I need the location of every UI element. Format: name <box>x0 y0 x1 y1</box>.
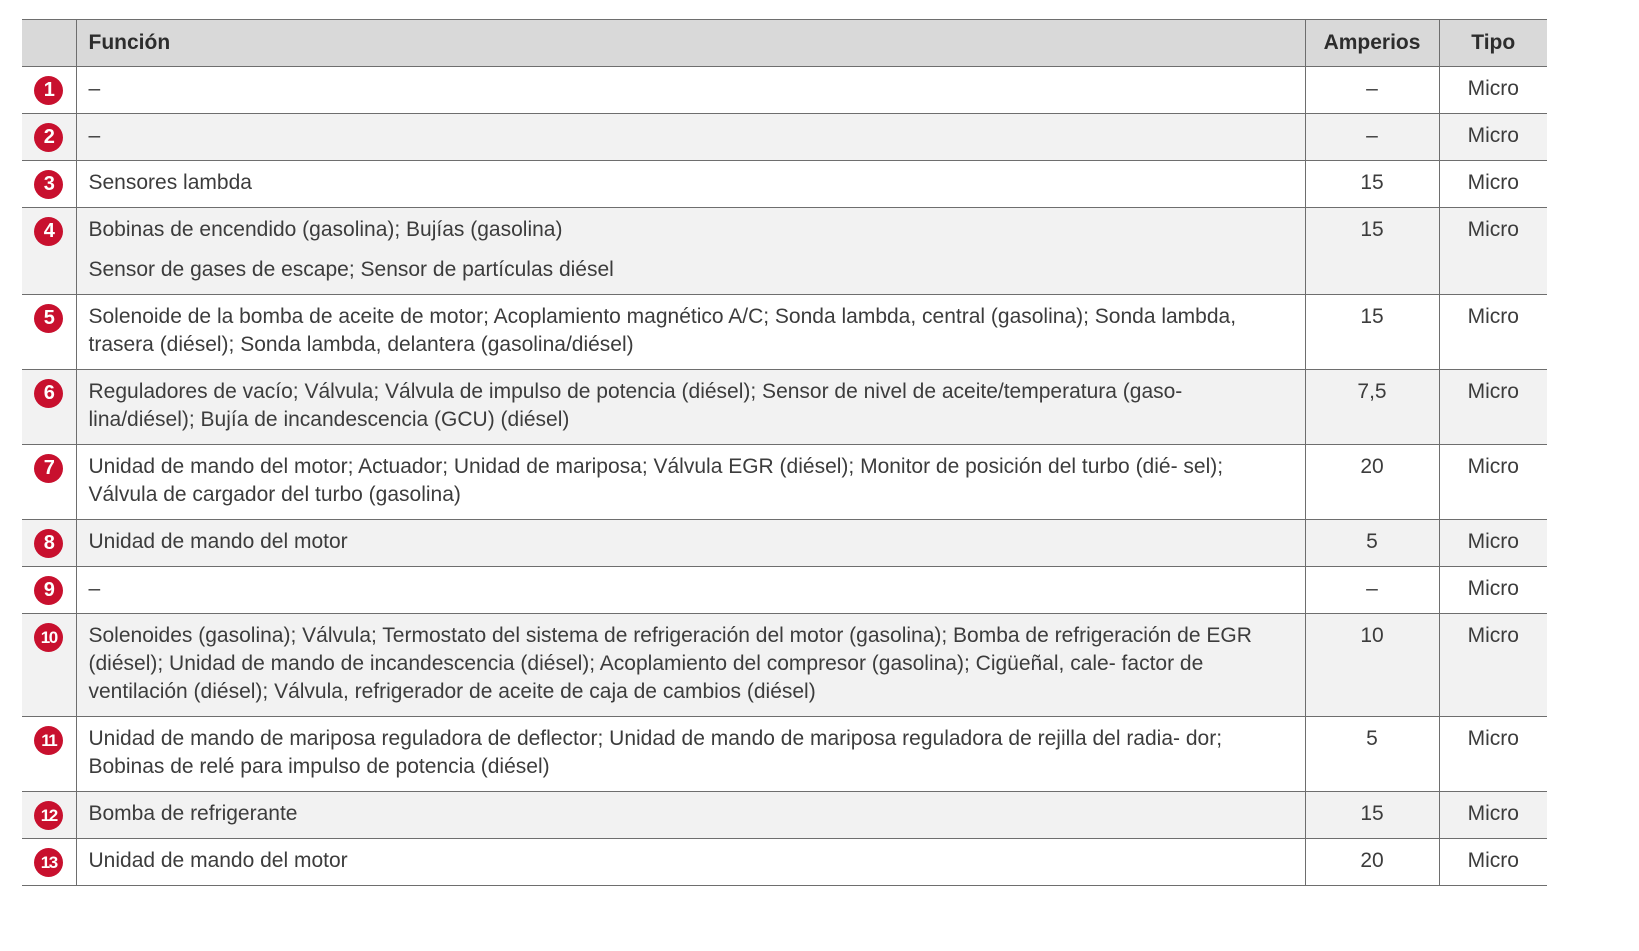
amperes-cell: – <box>1305 567 1439 614</box>
type-cell: Micro <box>1467 455 1519 478</box>
function-cell <box>76 520 1305 567</box>
fuse-number-cell <box>22 520 76 567</box>
amperes-cell: 15 <box>1305 208 1439 295</box>
type-cell: Micro <box>1467 530 1519 553</box>
fuse-number-cell <box>22 445 76 520</box>
type-cell: Micro <box>1467 727 1519 750</box>
function-text: – <box>88 124 101 147</box>
fuse-number-cell <box>22 717 76 792</box>
table-row <box>22 717 1547 792</box>
fuse-number-cell <box>22 614 76 717</box>
amperes-cell: 10 <box>1305 614 1439 717</box>
function-cell <box>76 792 1305 839</box>
header-function: Función <box>76 20 1305 67</box>
fuse-number-badge: 2 <box>34 123 63 152</box>
function-cell <box>76 839 1305 886</box>
fuse-number-cell <box>22 370 76 445</box>
table-body <box>22 67 1547 886</box>
table-row <box>22 114 1547 161</box>
function-cell <box>76 161 1305 208</box>
function-text: Sensor de gases de escape; Sensor de partículas diésel <box>88 258 614 281</box>
function-cell <box>76 114 1305 161</box>
function-text: Unidad de mando de mariposa reguladora de deflector; Unidad de mando de mariposa reguladora de rejilla del radia- dor; Bobinas de relé para impulso de potencia (diésel) <box>88 727 1223 778</box>
fuse-number-badge: 1 <box>34 76 63 105</box>
table-row <box>22 161 1547 208</box>
table-header <box>22 20 1547 67</box>
function-text: Solenoide de la bomba de aceite de motor; Acoplamiento magnético A/C; Sonda lambda, central (gasolina); Sonda lambda, trasera (diésel); Sonda lambda, delantera (gasolina/diésel) <box>88 305 1237 356</box>
function-cell <box>76 208 1305 295</box>
type-cell: Micro <box>1467 77 1519 100</box>
type-cell: Micro <box>1467 624 1519 647</box>
table-row <box>22 614 1547 717</box>
fuse-number-cell <box>22 67 76 114</box>
fuse-number-badge: 13 <box>34 848 63 877</box>
function-text: – <box>88 577 101 600</box>
fuse-number-cell <box>22 295 76 370</box>
amperes-cell: 5 <box>1305 520 1439 567</box>
type-cell: Micro <box>1467 802 1519 825</box>
fuse-number-cell <box>22 161 76 208</box>
header-row <box>22 20 1547 67</box>
fuse-number-badge: 9 <box>34 576 63 605</box>
fuse-number-badge: 10 <box>34 623 63 652</box>
table-row <box>22 208 1547 295</box>
function-cell <box>76 370 1305 445</box>
function-cell <box>76 445 1305 520</box>
function-text: Sensores lambda <box>88 171 252 194</box>
table-row <box>22 520 1547 567</box>
table-row <box>22 792 1547 839</box>
function-cell <box>76 67 1305 114</box>
table-row <box>22 567 1547 614</box>
function-cell <box>76 295 1305 370</box>
function-text: Bobinas de encendido (gasolina); Bujías (gasolina) <box>88 218 563 241</box>
type-cell: Micro <box>1467 218 1519 241</box>
table-row <box>22 839 1547 886</box>
table-row <box>22 445 1547 520</box>
fuse-number-cell <box>22 114 76 161</box>
fuse-number-badge: 12 <box>34 801 63 830</box>
amperes-cell: 15 <box>1305 161 1439 208</box>
fuse-number-badge: 8 <box>34 529 63 558</box>
type-cell: Micro <box>1467 577 1519 600</box>
type-cell: Micro <box>1467 380 1519 403</box>
type-cell: Micro <box>1467 124 1519 147</box>
table-row <box>22 295 1547 370</box>
table-row <box>22 67 1547 114</box>
function-text: Unidad de mando del motor <box>88 849 348 872</box>
amperes-cell: 20 <box>1305 839 1439 886</box>
function-text: Solenoides (gasolina); Válvula; Termostato del sistema de refrigeración del motor (gasolina); Bomba de refrigeración de EGR (diésel); Unidad de mando de incandescencia (diésel); Acoplamiento del compresor (gasolina); Cigüeñal, cale- factor de ventilación (diésel); Válvula, refrigerador de aceite de caja de cambios (diésel) <box>88 624 1252 703</box>
header-number <box>22 20 76 67</box>
fuse-number-cell <box>22 567 76 614</box>
fuse-table <box>22 19 1547 886</box>
function-text: – <box>88 77 101 100</box>
function-cell <box>76 567 1305 614</box>
amperes-cell: 7,5 <box>1305 370 1439 445</box>
amperes-cell: 5 <box>1305 717 1439 792</box>
type-cell: Micro <box>1467 305 1519 328</box>
fuse-number-cell <box>22 208 76 295</box>
function-text: Bomba de refrigerante <box>88 802 298 825</box>
function-cell <box>76 614 1305 717</box>
fuse-number-badge: 3 <box>34 170 63 199</box>
function-text: Unidad de mando del motor <box>88 530 348 553</box>
amperes-cell: – <box>1305 67 1439 114</box>
fuse-number-badge: 5 <box>34 304 63 333</box>
amperes-cell: 20 <box>1305 445 1439 520</box>
type-cell: Micro <box>1467 171 1519 194</box>
header-amperes: Amperios <box>1305 20 1439 67</box>
type-cell: Micro <box>1467 849 1519 872</box>
amperes-cell: 15 <box>1305 792 1439 839</box>
amperes-cell: 15 <box>1305 295 1439 370</box>
fuse-number-badge: 11 <box>34 726 63 755</box>
fuse-number-cell <box>22 792 76 839</box>
amperes-cell: – <box>1305 114 1439 161</box>
function-cell <box>76 717 1305 792</box>
table-row <box>22 370 1547 445</box>
fuse-number-badge: 6 <box>34 379 63 408</box>
function-text: Unidad de mando del motor; Actuador; Unidad de mariposa; Válvula EGR (diésel); Monitor de posición del turbo (dié- sel); Válvula de cargador del turbo (gasolina) <box>88 455 1224 506</box>
function-text: Reguladores de vacío; Válvula; Válvula de impulso de potencia (diésel); Sensor de nivel de aceite/temperatura (gaso- lina/diésel); Bujía de incandescencia (GCU) (diésel) <box>88 380 1183 431</box>
fuse-number-badge: 7 <box>34 454 63 483</box>
header-type: Tipo <box>1439 20 1547 67</box>
fuse-number-cell <box>22 839 76 886</box>
fuse-number-badge: 4 <box>34 217 63 246</box>
